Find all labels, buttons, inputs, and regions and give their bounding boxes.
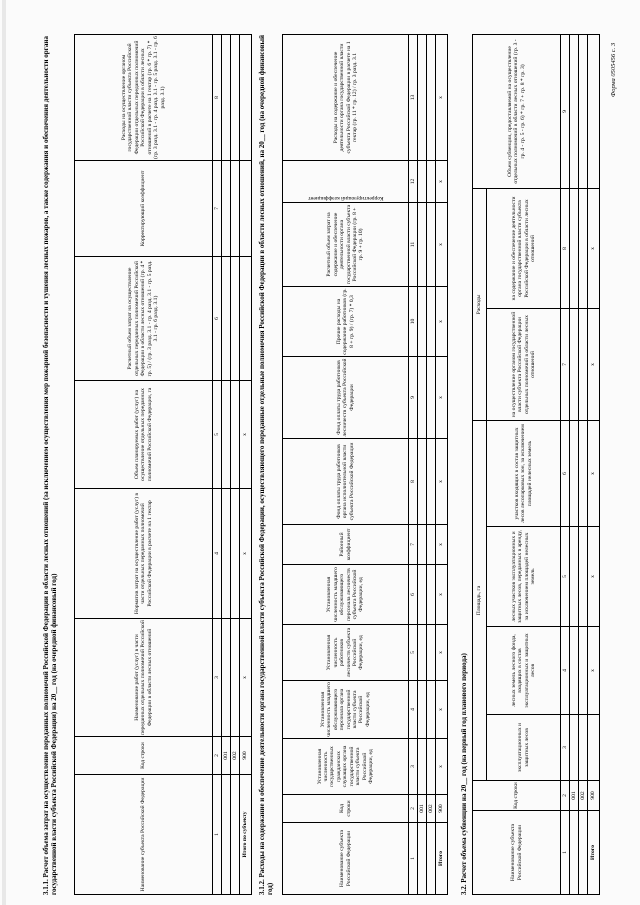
cell-mark: х — [436, 439, 448, 525]
colnum-311-7: 7 — [213, 161, 222, 257]
cell-mark: х — [436, 681, 448, 739]
form-label: Форма 0505456 с. 3 — [610, 42, 617, 97]
header-312-c11: Расчетный объем затрат на содержание и обеспечение деятельности органа государственной власти субъекта Российской Федерации (гр. 8 + гр. 9 + гр. 10) — [283, 203, 409, 287]
cell[interactable] — [418, 525, 427, 565]
cell[interactable] — [222, 161, 231, 257]
table-312-numbers-row — [409, 35, 418, 895]
header-312-c8: Фонд оплаты труда работников органа исполнительной власти субъекта Российской Федерации — [283, 439, 409, 525]
cell[interactable] — [231, 619, 240, 737]
cell[interactable] — [231, 775, 240, 895]
cell[interactable] — [427, 525, 436, 565]
colnum-312-10: 10 — [409, 287, 418, 357]
colnum-311-3: 3 — [213, 619, 222, 737]
cell-mark: х — [436, 625, 448, 681]
cell[interactable] — [222, 619, 231, 737]
total-code: 900 — [588, 781, 600, 811]
cell[interactable] — [570, 811, 579, 895]
cell[interactable] — [418, 35, 427, 161]
cell[interactable] — [418, 357, 427, 439]
header-312-c1: Наименование субъекта Российской Федерации — [283, 823, 409, 895]
cell[interactable] — [222, 381, 231, 489]
colnum-311-6: 6 — [213, 257, 222, 381]
table-32-numbers-row — [561, 34, 570, 894]
colnum-312-3: 3 — [409, 739, 418, 795]
group-expenses-header: Расходы — [473, 188, 487, 420]
colnum-312-7: 7 — [409, 525, 418, 565]
total-code: 900 — [240, 737, 252, 775]
cell[interactable] — [427, 161, 436, 203]
cell[interactable] — [418, 287, 427, 357]
table-312-header-row — [283, 35, 409, 895]
header-32-c3: эксплуатационных и защитных лесов — [487, 715, 561, 781]
cell[interactable] — [570, 627, 579, 715]
section-312-title: 3.1.2. Расходы на содержание и обеспечение деятельности органа государственной власти субъекта Российской Федерации, осуществляющего переданные отдельные полномочия Российской Федерации в области лесных отношений, на 20__ год (на очередной финансовый год) — [258, 34, 274, 895]
header-311-c1: Наименование субъекта Российской Федерации — [75, 775, 213, 895]
row-code: 002 — [231, 737, 240, 775]
cell[interactable] — [579, 627, 588, 715]
cell[interactable] — [222, 35, 231, 161]
cell-mark: х — [436, 161, 448, 203]
table-row — [427, 35, 436, 895]
cell[interactable] — [579, 308, 588, 420]
group-area-header: Площадь, га — [473, 420, 487, 780]
header-312-c6: Установленная численность младшего обслуживающего персонала лесничеств субъекта Российской Федерации, ед — [283, 565, 409, 625]
colnum-312-5: 5 — [409, 625, 418, 681]
cell[interactable] — [579, 811, 588, 895]
colnum-32-9: 9 — [561, 34, 570, 188]
header-312-c5: Установленная численность работников лесничеств субъекта Российской Федерации, ед — [283, 625, 409, 681]
header-32-c4: лесных земель лесного фонда, входящих в состав эксплуатационных и защитных лесов — [487, 627, 561, 715]
colnum-312-1: 1 — [409, 823, 418, 895]
cell-mark: х — [436, 357, 448, 439]
header-312-c3: Установленная численность государственных гражданских служащих органа государственной власти субъекта Российской Федерации, ед — [283, 739, 409, 795]
colnum-311-4: 4 — [213, 489, 222, 619]
colnum-32-6: 6 — [561, 420, 570, 526]
header-312-c13: Расходы на содержание и обеспечение деятельности органа государственной власти субъекта Российской Федерации в расчете на 1 гектар (гр. 11 * гр. 12) / гр. 3 разд. 3.1 — [283, 35, 409, 161]
table-311-total-row — [240, 35, 252, 895]
cell-mark: х — [436, 287, 448, 357]
colnum-312-12: 12 — [409, 161, 418, 203]
header-32-c2: Код строки — [473, 781, 561, 811]
cell[interactable] — [579, 527, 588, 627]
cell-mark: х — [240, 381, 252, 489]
table-row — [579, 34, 588, 894]
header-311-c2: Код строки — [75, 737, 213, 775]
cell[interactable] — [418, 681, 427, 739]
colnum-311-8: 8 — [213, 35, 222, 161]
total-label: Итого по субъекту — [240, 775, 252, 895]
colnum-312-6: 6 — [409, 565, 418, 625]
header-311-c7: Корректирующий коэффициент — [75, 161, 213, 257]
cell[interactable] — [570, 715, 579, 781]
cell[interactable] — [579, 188, 588, 308]
cell[interactable] — [427, 439, 436, 525]
cell[interactable] — [570, 420, 579, 526]
cell[interactable] — [418, 203, 427, 287]
colnum-32-7: 7 — [561, 308, 570, 420]
table-32 — [472, 34, 600, 895]
cell[interactable] — [427, 357, 436, 439]
cell[interactable] — [418, 823, 427, 895]
header-311-c6: Расчетный объем затрат на осуществление отдельных переданных полномочий Российской Федерации в области лесных отношений (гр. 4 * гр. 5) / (гр. 3 разд. 3.1 - гр. 4 разд. 3.1 - гр. 5 разд. 3.1 - гр. 6 разд. 3.1) — [75, 257, 213, 381]
cell[interactable] — [579, 34, 588, 188]
cell-mark: х — [588, 627, 600, 715]
cell-mark: х — [240, 489, 252, 619]
row-code: 001 — [570, 781, 579, 811]
header-32-c5: лесных участков эксплуатационных и защитных лесов, переданных в аренду, за исключением площадей нелесных земель — [487, 527, 561, 627]
cell[interactable] — [570, 188, 579, 308]
header-311-c4: Норматив затрат на осуществление работ (услуг) в части отдельных переданных полномочий Российской Федерации в расчете на 1 гектар — [75, 489, 213, 619]
colnum-311-2: 2 — [213, 737, 222, 775]
table-row — [222, 35, 231, 895]
section-311-title: 3.1.1. Расчет объема затрат на осуществление переданных полномочий Российской Федерации в области лесных отношений (за исключением осуществления мер пожарной безопасности и тушения лесных пожаров, а также содержания и обеспечения деятельности органа государственной власти субъекта Российской Федерации) на 20__ год (на очередной финансовый год) — [42, 36, 58, 895]
cell-mark: х — [436, 739, 448, 795]
header-312-c9: Фонд оплаты труда работников лесничеств субъекта Российской Федерации — [283, 357, 409, 439]
header-311-c3: Наименование работ (услуг) в части переданных отдельных полномочий Российской Федерации в области лесных отношений — [75, 619, 213, 737]
header-32-c6: участков входящих в состав защитных лесов лесопарковых зон, за исключением площадей нелесных земель — [487, 420, 561, 526]
colnum-312-8: 8 — [409, 439, 418, 525]
colnum-311-5: 5 — [213, 381, 222, 489]
colnum-32-5: 5 — [561, 527, 570, 627]
cell[interactable] — [427, 203, 436, 287]
cell[interactable] — [231, 35, 240, 161]
colnum-311-1: 1 — [213, 775, 222, 895]
cell[interactable] — [222, 257, 231, 381]
cell[interactable] — [427, 287, 436, 357]
cell[interactable] — [240, 35, 252, 161]
table-32-group-row — [473, 34, 487, 894]
header-32-c8: на содержание и обеспечение деятельности органа государственной власти субъекта Российской Федерации в области лесных отношений — [487, 188, 561, 308]
table-311 — [74, 34, 252, 895]
cell[interactable] — [427, 681, 436, 739]
colnum-32-2: 2 — [561, 781, 570, 811]
row-code: 002 — [579, 781, 588, 811]
row-code: 001 — [418, 795, 427, 823]
total-label: Итого — [588, 811, 600, 895]
colnum-32-3: 3 — [561, 715, 570, 781]
header-312-c12-text: Корректирующий коэффициент — [307, 195, 384, 201]
cell[interactable] — [418, 439, 427, 525]
header-32-c9: Объем субвенции, предоставляемой на осуществление отдельных полномочий в области лесных отношений (гр. 3 - гр. 4 - гр. 5 - гр. 6) * гр. 7 + гр. 8 * гр. 3) — [473, 34, 561, 188]
table-row — [231, 35, 240, 895]
cell[interactable] — [588, 34, 600, 188]
cell[interactable] — [570, 527, 579, 627]
table-311-numbers-row — [213, 35, 222, 895]
cell-mark: х — [436, 203, 448, 287]
cell-mark: х — [588, 420, 600, 526]
row-code: 002 — [427, 795, 436, 823]
header-311-c8: Расходы на осуществление органом государственной власти субъекта Российской Федерации отдельных переданных полномочий Российской Федерации в области лесных отношений в расчете на 1 гектар (гр. 6 * гр. 7) * (гр. 3 разд. 3.1 - гр. 4 разд. 3.1 - гр. 5 разд. 3.1 - гр. 6 разд. 3.1) — [75, 35, 213, 161]
header-312-c12 — [283, 161, 409, 203]
total-code: 900 — [436, 795, 448, 823]
table-312-total-row — [436, 35, 448, 895]
header-312-c7: Районный коэффициент — [283, 525, 409, 565]
cell-mark: х — [436, 35, 448, 161]
cell[interactable] — [427, 739, 436, 795]
colnum-32-1: 1 — [561, 811, 570, 895]
cell-mark: х — [588, 308, 600, 420]
header-32-c7: на осуществление органом государственной власти субъекта Российской Федерации отдельных полномочий в области лесных отношений — [487, 308, 561, 420]
cell[interactable] — [579, 715, 588, 781]
cell[interactable] — [427, 625, 436, 681]
section-32-title: 3.2. Расчет объема субвенции на 20__ год (на первый год планового периода) — [460, 653, 468, 895]
cell[interactable] — [418, 161, 427, 203]
cell[interactable] — [231, 161, 240, 257]
cell[interactable] — [240, 257, 252, 381]
total-label: Итого — [436, 823, 448, 895]
cell[interactable] — [222, 775, 231, 895]
table-311-header-row — [75, 35, 213, 895]
cell[interactable] — [231, 381, 240, 489]
header-312-c4: Установленная численность младшего обслуживающего персонала органа государственной власти субъекта Российской Федерации, ед — [283, 681, 409, 739]
colnum-312-13: 13 — [409, 35, 418, 161]
row-code: 001 — [222, 737, 231, 775]
header-32-c1: Наименование субъекта Российской Федерации — [473, 811, 561, 895]
cell[interactable] — [579, 420, 588, 526]
header-312-c10: Прочие расходы на содержание работников (гр. 8 + гр. 9) / (гр. 7) * 0,3 — [283, 287, 409, 357]
cell-mark: х — [588, 188, 600, 308]
colnum-312-4: 4 — [409, 681, 418, 739]
cell[interactable] — [222, 489, 231, 619]
cell[interactable] — [240, 161, 252, 257]
table-row — [418, 35, 427, 895]
cell[interactable] — [427, 565, 436, 625]
header-311-c5: Объем планируемых работ (услуг) на осуществление отдельных переданных полномочий Российской Федерации, га — [75, 381, 213, 489]
colnum-312-11: 11 — [409, 203, 418, 287]
cell[interactable] — [570, 34, 579, 188]
cell[interactable] — [418, 625, 427, 681]
colnum-312-9: 9 — [409, 357, 418, 439]
cell-mark: х — [240, 619, 252, 737]
colnum-312-2: 2 — [409, 795, 418, 823]
cell[interactable] — [588, 715, 600, 781]
table-32-total-row — [588, 34, 600, 894]
cell[interactable] — [427, 35, 436, 161]
cell-mark: х — [588, 527, 600, 627]
table-312 — [282, 34, 448, 895]
cell[interactable] — [427, 823, 436, 895]
table-row — [570, 34, 579, 894]
cell[interactable] — [231, 257, 240, 381]
header-312-c2: Код строки — [283, 795, 409, 823]
cell[interactable] — [418, 565, 427, 625]
colnum-32-8: 8 — [561, 188, 570, 308]
cell[interactable] — [418, 739, 427, 795]
cell-mark: х — [436, 525, 448, 565]
cell-mark: х — [436, 565, 448, 625]
colnum-32-4: 4 — [561, 627, 570, 715]
cell[interactable] — [231, 489, 240, 619]
cell[interactable] — [570, 308, 579, 420]
